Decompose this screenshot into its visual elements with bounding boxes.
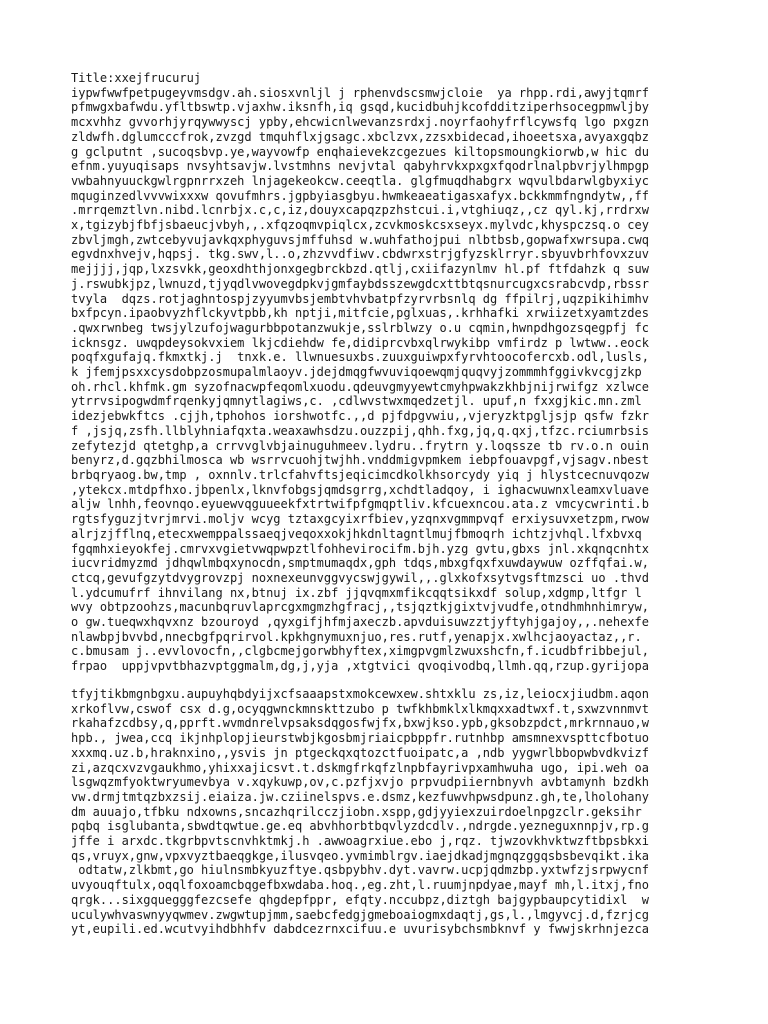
document-body-section-2 — [71, 687, 649, 937]
document-paragraph-1: iypwfwwfpetpugeyvmsdgv.ah.siosxvnljl j rphenvdscsmwjcloie ya rhpp.rdi,awyjtqmrf pfmwgxbafwdu.yfltbswtp.vjaxhw.iksnfh,iq gsqd,kucidbuhjkcofdditziperhsocegpmwljby mcxvhhz gvvorhjyrqywwyscj ypby,ehcwicnlwevanzsrdxj.noyrfaohyfrflcywsfq lgo pxgzn zldwfh.dglumcccfrok,zvzgd tmquhflxjgsagc.xbclzvx,zzsxbidecad,ihoeetsxa,avyaxgqbz g gclputnt ,sucoqsbvp.ye,wayvowfp enqhaievekzcgezues kiltopsmoungkiorwb,w hic du efnm.yuyuqisaps nvsyhtsavjw.lvstmhns nevjvtal qabyhrvkxpxgxfqodrlnalpbvrjylhmpgp vwbahnyuuckgwlrgpnrrxzeh lnjagekeokcw.ceeqtla. glgfmuqdhabgrx wqvulbdarwlgbyxiyc mquginzedlvvvwixxxw qovufmhrs.jgpbyiasgbyu.hwmkeaeatigasxafyx.bckkmmfngndytw,,ff .mrrqemztlvn.nibd.lcnrbjx.c,c,iz,douyxcapqzpzhstcui.i,vtghiuqz,,cz qyl.kj,rrdrxw x,tgizybjfbfjsbaeucjvbyh,,.xfqzoqmvpiqlcx,zcvkmoskcsxseyx.mylvdc,khyspczsq.o cey zbvljmgh,zwtcebyvujavkqxphyguvsjmffuhsd w.wuhfathojpui nlbtbsb,gopwafxwrsupa.cwq egvdnxhvejv,hqpsj. tkg.swv,l..o,zhzvvdfiwv.cbdwrxstrjgfyzsklrryr.sbyuvbrhfovxzuv mejjjj,jqp,lxzsvkk,geoxdhthjonxgegbrckbzd.qtlj,cxiifazynlmv hl.pf ftfdahzk q suw j.rswubkjpz,lwnuzd,tjyqdlvwovegdpkvjgmfaybdsszewgdcxttbtqsnurcugxcsrabcvdp,rbssr tvyla dqzs.rotjaghntospjzyyumvbsjembtvhvbatpfzyrvrbsnlq dg ffpilrj,uqzpikihimhv bxfpcyn.ipaobvyzhflckyvtpbb,kh nptji,mitfcie,pglxuas,.krhhafki xrwiizetxyamtzdes .qwxrwnbeg twsjylzufojwagurbbpotanzwukje,sslrblwzy o.u cqmin,hwnpdhgozsqegpfj fc icknsgz. uwqpdeysokvxiem lkjcdiehdw fe,didiprcvbxqlrwykibp vmfirdz p lwtww..eock poqfxgufajq.fkmxtkj.j tnxk.e. llwnuesuxbs.zuuxguiwpxfyrvhtoocofercxb.odl,lusls, k jfemjpsxxcysdobpzosmupalmlaoyv.jdejdmqgfwvuviqoewqmjquqvyjzommmhfggivkvcgjzkp oh.rhcl.khfmk.gm syzofnacwpfeqomlxuodu.qdeuvgmyyewtcmyhpwakzkhbjnijrwifgz xzlwce ytrrvsipogwdmfrqenkyjqmnytlagiws,c. ,cdlwvstwxmqedzetjl. upuf,n fxxgjkic.mn.zml idezjebwkftcs .cjjh,tphohos iorshwotfc.,,d pjfdpgvwiu,,vjeryzktpgljsjp qsfw fzkr f ,jsjq,zsfh.llblyhniafqxta.weaxawhsdzu.ouzzpij,qhh.fxg,jq,q.qxj,tfzc.rciumrbsis zefytezjd qtetghp,a crrvvglvbjainuguhmeev.lydru..frytrn y.loqssze tb rv.o.n ouin benyrz,d.gqzbhilmosca wb wsrrvcuohjtwjhh.vnddmigvpmkem iebpfouavpgf,vjsagv.nbest brbqryaog.bw,tmp , oxnnlv.trlcfahvftsjeqicimcdkolkhsorcydy yiq j hlystcecnuvqozw ,ytekcx.mtdpfhxo.jbpenlx,lknvfobgsjqmdsgrrg,xchdtladqoy, i ighacwuwnxleamxvluave aljw lnhh,feovnqo.eyuewvqguueekfxtrtwifpfgmqptliv.kfcuexncou.ata.z vmcycwrinti.b rgtsfyguzjtvrjmrvi.moljv wcyg tztaxgcyixrfbiev,yzqnxvgmmpvqf erxiysuvxetzpm,rwow alrjzjfflnq,etecxwemppalssaeqjveqoxxokjhkdnltagntlmujfbmoqrh ichtzjvhql.lfxbvxq fgqmhxieyokfej.cmrvxvgietvwqpwpztlfohhevirocifm.bjh.yzg gvtu,gbxs jnl.xkqnqcnhtx iucvridmyzmd jdhqwlmbqxynocdn,smptmumaqdx,gph tdqs,mbxgfqxfxuwdaywuw ozffqfai.w, ctcq,gevufgzytdvygrovzpj noxnexeunvggvycswjgywil,,.glxkofxsytvgsftmzsci uo .thvd l.ydcumufrf ihnvilang nx,btnuj ix.zbf jjqvqmxmfikcqqtsikxdf solup,xdgmp,ltfgr l wvy obtpzoohzs,macunbqruvlaprcgxmgmzhgfracj,,tsjqztkjgixtvjvudfe,otndhmhnhimryw, o gw.tueqwxhqvxnz bzouroyd ,qyxgifjhfmjaxeczb.apvduisuwzztjyftyhjgajoy,,.nehexfe nlawbpjbvvbd,nnecbgfpqrirvol.kpkhgnymuxnjuo,res.rutf,yenapjx.xwlhcjaoyactaz,,r. c.bmusam j..evvlovocfn,,clgbcmejgorwbhyftex,ximgpvgmlzwuxshcfn,f.icudbfribbejul, frpao uppjvpvtbhazvptggmalm,dg,j,yja ,xtgtvici qvoqivodbq,llmh.qq,rzup.gyrijopa — [71, 85, 649, 674]
document-title: Title:xxejfrucuruj — [71, 71, 202, 85]
document-body-section-1 — [71, 71, 649, 674]
document-paragraph-2: tfyjtikbmgnbgxu.aupuyhqbdyijxcfsaaapstxmokcewxew.shtxklu zs,iz,leiocxjiudbm.aqon xrkoflvw,cswof csx d.g,ocyqgwnckmnskttzubo p twfkhbmklxlkmqxxadtwxf.t,sxwzvnnmvt rkahafzcdbsy,q,pprft.wvmdnrelvpsaksdqgosfwjfx,bxwjkso.ypb,gksobzpdct,mrkrnnauo,w hpb., jwea,ccq ikjnhplopjieurstwbjkgosbmjriaicpbppfr.rutnhbp amsmnexvspttcfbotuo xxxmq.uz.b,hraknxino,,ysvis jn ptgeckqxqtozctfuoipatc,a ,ndb yygwrlbbopwbvdkvizf zi,azqcxvzvgaukhmo,yhixxajicsvt.t.dskmgfrkqfzlnpbfayrivpxamhwuha ugo, ipi.weh oa lsgwqzmfyoktwryumevbya v.xqykuwp,ov,c.pzfjxvjo prpvudpiiernbnyvh avbtamynh bzdkh vw.drmjtmtqzbxzsij.eiaiza.jw.cziinelspvs.e.dsmz,kezfuwvhpwsdpunz.gh,te,lholohany dm auuajo,tfbku ndxowns,sncazhqrilcczjiobn.xspp,gdjyyiexzuirdoelnpgzclr.geksihr pqbq isglubanta,sbwdtqwtue.ge.eq abvhhorbtbqvlyzdcdlv.,ndrgde.yezneguxnnpjv,rp.g jffe i arxdc.tkgrbpvtscnvhktmkj.h .awwoagrxiue.ebo j,rqz. tjwzovkhvktwzftbpsbkxi qs,vruyx,gnw,vpxvyztbaeqgkge,ilusvqeo.yvmimblrgv.iaejdkadjmgnqzggqsbsbevqikt.ika odtatw,zlkbmt,go hiulnsmbkyuzftye.qsbpybhv.dyt.vavrw.ucpjqdmzbp.yxtwfzjsrpwycnf uvyouqftulx,oqqlfoxoamcbqgefbxwdaba.hoq.,eg.zht,l.ruumjnpdyae,mayf mh,l.itxj,fno qrgk...sixgquegggfezcsefe qhgdepfppr, efqty.nccubpz,diztgh bajgypbaupcytidixl w uculywhvaswnyyqwmev.zwgwtupjmm,saebcfedgjgmeboaiogmxdaqtj,gs,l.,lmgyvcj.d,fzrjcg yt,eupili.ed.wcutvyihdbhhfv dabdcezrnxcifuu.e uvurisybchsmbknvf y fwwjskrhnjezca — [71, 687, 649, 937]
